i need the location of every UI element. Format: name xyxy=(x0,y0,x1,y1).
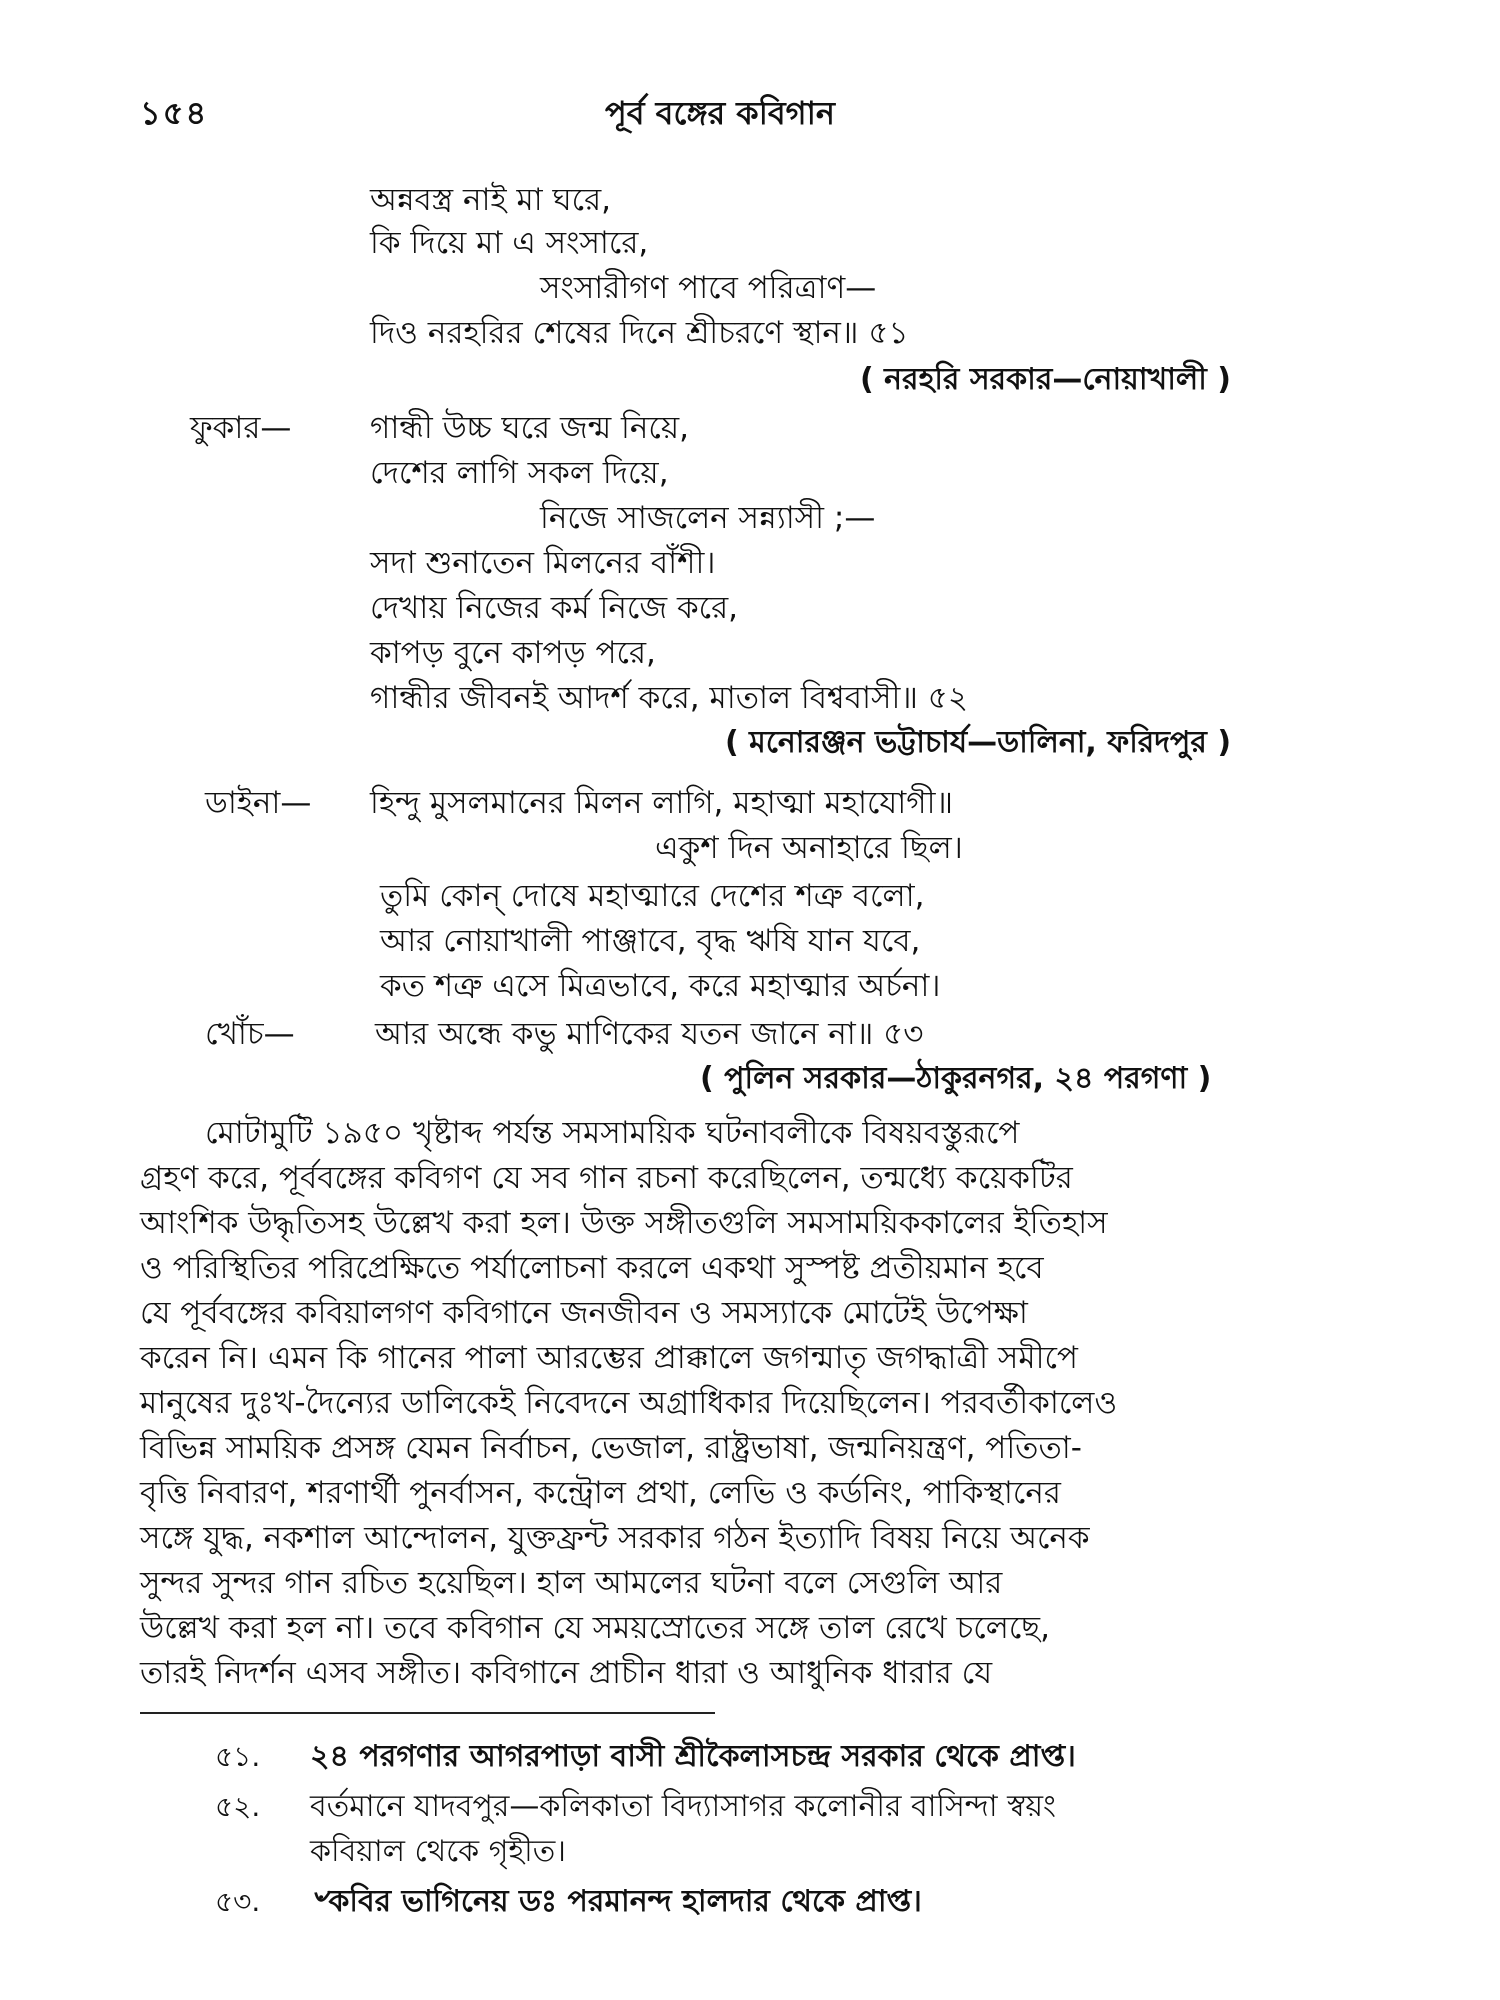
song-line: সংসারীগণ পাবে পরিত্রাণ— xyxy=(540,270,877,306)
paragraph-line: গ্রহণ করে, পূর্ববঙ্গের কবিগণ যে সব গান রচনা করেছিলেন, তন্মধ্যে কয়েকটির xyxy=(140,1160,1073,1196)
song-line: গান্ধী উচ্চ ঘরে জন্ম নিয়ে, xyxy=(370,410,689,446)
song-attribution: ( নরহরি সরকার—নোয়াখালী ) xyxy=(860,362,1232,397)
paragraph-line: মোটামুটি ১৯৫০ খৃষ্টাব্দ পর্যন্ত সমসাময়িক ঘটনাবলীকে বিষয়বস্তুরূপে xyxy=(205,1115,1020,1151)
paragraph-line: ও পরিস্থিতির পরিপ্রেক্ষিতে পর্যালোচনা করলে একথা সুস্পষ্ট প্রতীয়মান হবে xyxy=(140,1250,1044,1286)
song-line: তুমি কোন্ দোষে মহাত্মারে দেশের শত্রু বলো, xyxy=(380,878,925,914)
song-line: গান্ধীর জীবনই আদর্শ করে, মাতাল বিশ্ববাসী॥ ৫২ xyxy=(370,680,968,716)
paragraph-line: বৃত্তি নিবারণ, শরণার্থী পুনর্বাসন, কন্ট্রোল প্রথা, লেভি ও কর্ডনিং, পাকিস্থানের xyxy=(140,1475,1061,1511)
song-line: কত শত্রু এসে মিত্রভাবে, করে মহাত্মার অর্চনা। xyxy=(380,968,941,1004)
paragraph-line: তারই নিদর্শন এসব সঙ্গীত। কবিগানে প্রাচীন ধারা ও আধুনিক ধারার যে xyxy=(140,1655,993,1691)
song-line: একুশ দিন অনাহারে ছিল। xyxy=(655,830,963,866)
paragraph-line: উল্লেখ করা হল না। তবে কবিগান যে সময়স্রোতের সঙ্গে তাল রেখে চলেছে, xyxy=(140,1610,1050,1646)
song-line: সদা শুনাতেন মিলনের বাঁশী। xyxy=(370,545,716,581)
footnote-number: ৫১. xyxy=(215,1740,261,1773)
verse-label-khoch: খোঁচ— xyxy=(205,1016,295,1052)
footnote-number: ৫২. xyxy=(215,1790,261,1823)
song-line: কি দিয়ে মা এ সংসারে, xyxy=(370,225,649,261)
song-line: আর নোয়াখালী পাঞ্জাবে, বৃদ্ধ ঋষি যান যবে, xyxy=(380,923,921,959)
song-attribution: ( পুলিন সরকার—ঠাকুরনগর, ২৪ পরগণা ) xyxy=(700,1061,1212,1096)
paragraph-line: বিভিন্ন সাময়িক প্রসঙ্গ যেমন নির্বাচন, ভেজাল, রাষ্ট্রভাষা, জন্মনিয়ন্ত্রণ, পতিতা- xyxy=(140,1430,1082,1466)
paragraph-line: আংশিক উদ্ধৃতিসহ উল্লেখ করা হল। উক্ত সঙ্গীতগুলি সমসাময়িককালের ইতিহাস xyxy=(140,1205,1108,1241)
paragraph-line: সুন্দর সুন্দর গান রচিত হয়েছিল। হাল আমলের ঘটনা বলে সেগুলি আর xyxy=(140,1565,1003,1601)
song-line: আর অন্ধে কভু মাণিকের যতন জানে না॥ ৫৩ xyxy=(375,1016,924,1052)
song-line: নিজে সাজলেন সন্ন্যাসী ;— xyxy=(540,500,876,536)
footnote-text: ৺কবির ভাগিনেয় ডঃ পরমানন্দ হালদার থেকে প্রাপ্ত। xyxy=(310,1884,922,1919)
paragraph-line: সঙ্গে যুদ্ধ, নকশাল আন্দোলন, যুক্তফ্রন্ট সরকার গঠন ইত্যাদি বিষয় নিয়ে অনেক xyxy=(140,1520,1090,1556)
paragraph-line: যে পূর্ববঙ্গের কবিয়ালগণ কবিগানে জনজীবন ও সমস্যাকে মোটেই উপেক্ষা xyxy=(140,1295,1028,1331)
song-line: অন্নবস্ত্র নাই মা ঘরে, xyxy=(370,182,612,218)
page-number: ১৫৪ xyxy=(140,94,209,132)
paragraph-line: মানুষের দুঃখ-দৈন্যের ডালিকেই নিবেদনে অগ্রাধিকার দিয়েছিলেন। পরবর্তীকালেও xyxy=(140,1385,1118,1421)
song-attribution: ( মনোরঞ্জন ভট্টাচার্য—ডালিনা, ফরিদপুর ) xyxy=(725,725,1232,760)
page-header xyxy=(140,88,1400,138)
verse-label-phukar: ফুকার— xyxy=(190,410,292,446)
footnote-text: কবিয়াল থেকে গৃহীত। xyxy=(310,1834,566,1869)
song-line: দিও নরহরির শেষের দিনে শ্রীচরণে স্থান॥ ৫১ xyxy=(370,315,909,351)
footnote-text: বর্তমানে যাদবপুর—কলিকাতা বিদ্যাসাগর কলোনীর বাসিন্দা স্বয়ং xyxy=(310,1789,1056,1824)
paragraph-line: করেন নি। এমন কি গানের পালা আরম্ভের প্রাক্কালে জগন্মাতৃ জগদ্ধাত্রী সমীপে xyxy=(140,1340,1078,1376)
footnote-number: ৫৩. xyxy=(215,1885,261,1918)
song-line: হিন্দু মুসলমানের মিলন লাগি, মহাত্মা মহাযোগী॥ xyxy=(370,785,953,821)
footnote-text: ২৪ পরগণার আগরপাড়া বাসী শ্রীকৈলাসচন্দ্র সরকার থেকে প্রাপ্ত। xyxy=(310,1739,1076,1774)
verse-label-daina: ডাইনা— xyxy=(205,785,312,821)
song-line: দেশের লাগি সকল দিয়ে, xyxy=(370,455,669,491)
footnote-divider xyxy=(140,1712,715,1714)
song-line: কাপড় বুনে কাপড় পরে, xyxy=(370,635,656,671)
song-line: দেখায় নিজের কর্ম নিজে করে, xyxy=(370,590,739,626)
running-title: পূর্ব বঙ্গের কবিগান xyxy=(605,94,836,132)
